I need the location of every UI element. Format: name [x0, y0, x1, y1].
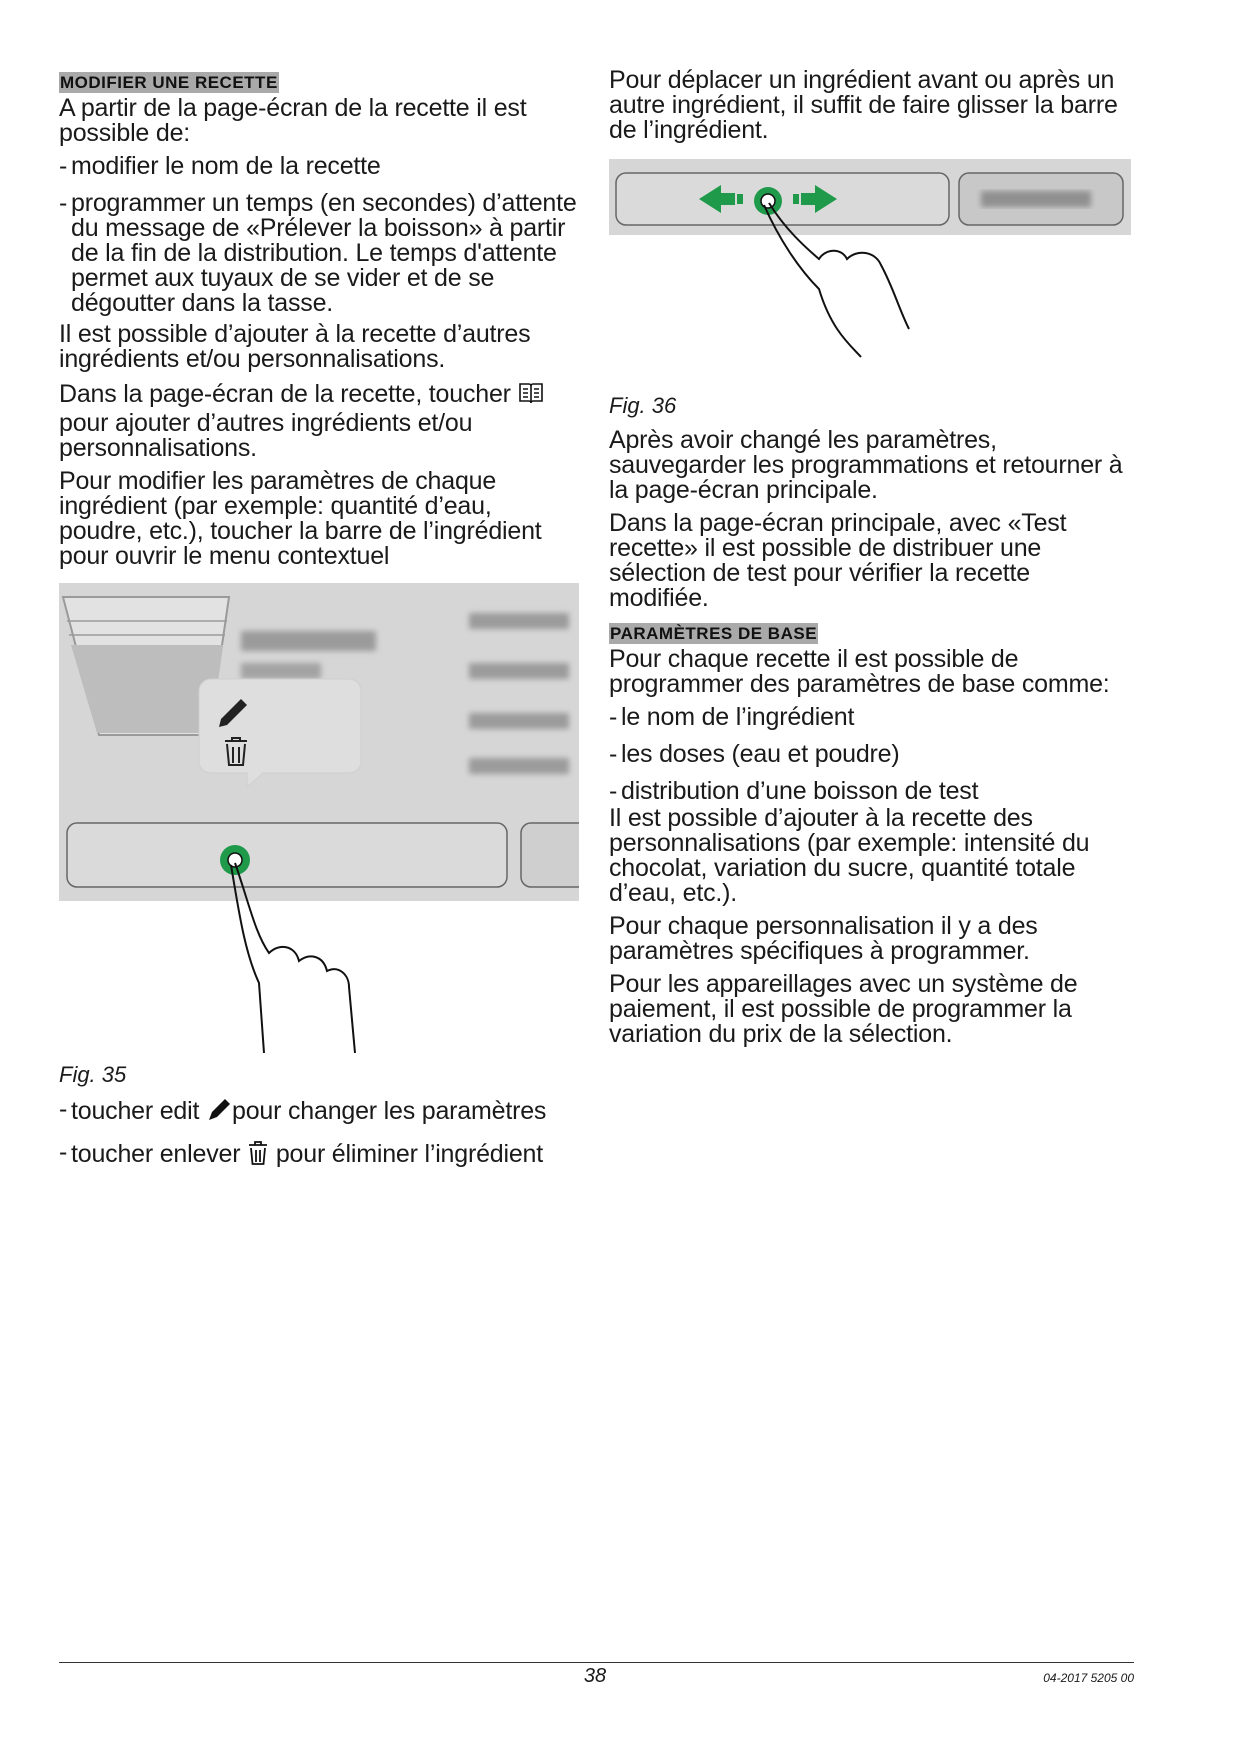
paragraph: Pour modifier les paramètres de chaque ingrédient (par exemple: quantité d’eau, poudre, etc.), toucher la barre de l’ingrédient pour ouvrir le menu contextuel — [59, 467, 542, 570]
list-item: - distribution d’une boisson de test — [609, 777, 979, 805]
left-column — [59, 68, 579, 1183]
footer-divider — [59, 1662, 1134, 1663]
list-item: - toucher enlever pour éliminer l’ingrédient — [59, 1140, 579, 1171]
paragraph: Après avoir changé les paramètres, sauvegarder les programmations et retourner à la page-écran principale. — [609, 426, 1123, 504]
right-column — [609, 68, 1134, 1055]
list-item: - toucher edit pour changer les paramètres — [59, 1097, 579, 1128]
trash-icon — [247, 1140, 269, 1171]
figure-caption: Fig. 36 — [609, 393, 677, 418]
document-code: 04-2017 5205 00 — [1043, 1671, 1134, 1685]
add-ingredient-book-icon — [518, 380, 544, 411]
paragraph: Il est possible d’ajouter à la recette d’autres ingrédients et/ou personnalisations. — [59, 320, 531, 373]
list-item: - modifier le nom de la recette — [59, 152, 381, 180]
pencil-icon — [206, 1097, 232, 1128]
section-heading-modifier: MODIFIER UNE RECETTE — [60, 73, 278, 92]
figure-caption: Fig. 35 — [59, 1062, 127, 1087]
figure-36-illustration — [609, 159, 1131, 384]
paragraph: Pour déplacer un ingrédient avant ou après un autre ingrédient, il suffit de faire glisser la barre de l’ingrédient. — [609, 66, 1118, 144]
list-item: - les doses (eau et poudre) — [609, 740, 900, 768]
page-number: 38 — [583, 1665, 607, 1687]
list-item: - le nom de l’ingrédient — [609, 703, 855, 731]
list-item: - programmer un temps (en secondes) d’attente du message de «Prélever la boisson» à partir de la fin de la distribution. Le temps d'attente permet aux tuyaux de se vider et de se dégoutter dans la tasse. — [59, 189, 577, 317]
intro-paragraph: A partir de la page-écran de la recette il est possible de: — [59, 94, 527, 147]
paragraph: Pour chaque recette il est possible de programmer des paramètres de base comme: — [609, 645, 1110, 698]
paragraph: Dans la page-écran principale, avec «Test recette» il est possible de distribuer une sélection de test pour vérifier la recette modifiée. — [609, 509, 1067, 612]
paragraph: Pour les appareillages avec un système de paiement, il est possible de programmer la variation du prix de la sélection. — [609, 970, 1078, 1048]
paragraph: Pour chaque personnalisation il y a des paramètres spécifiques à programmer. — [609, 912, 1038, 965]
figure-35-illustration — [59, 583, 579, 1053]
paragraph: Il est possible d’ajouter à la recette des personnalisations (par exemple: intensité du chocolat, variation du sucre, quantité totale d’eau, etc.). — [609, 804, 1090, 907]
section-heading-parametres: PARAMÈTRES DE BASE — [610, 624, 818, 643]
paragraph: Dans la page-écran de la recette, toucher pour ajouter d’autres ingrédients et/ou personnalisations. — [59, 380, 579, 461]
